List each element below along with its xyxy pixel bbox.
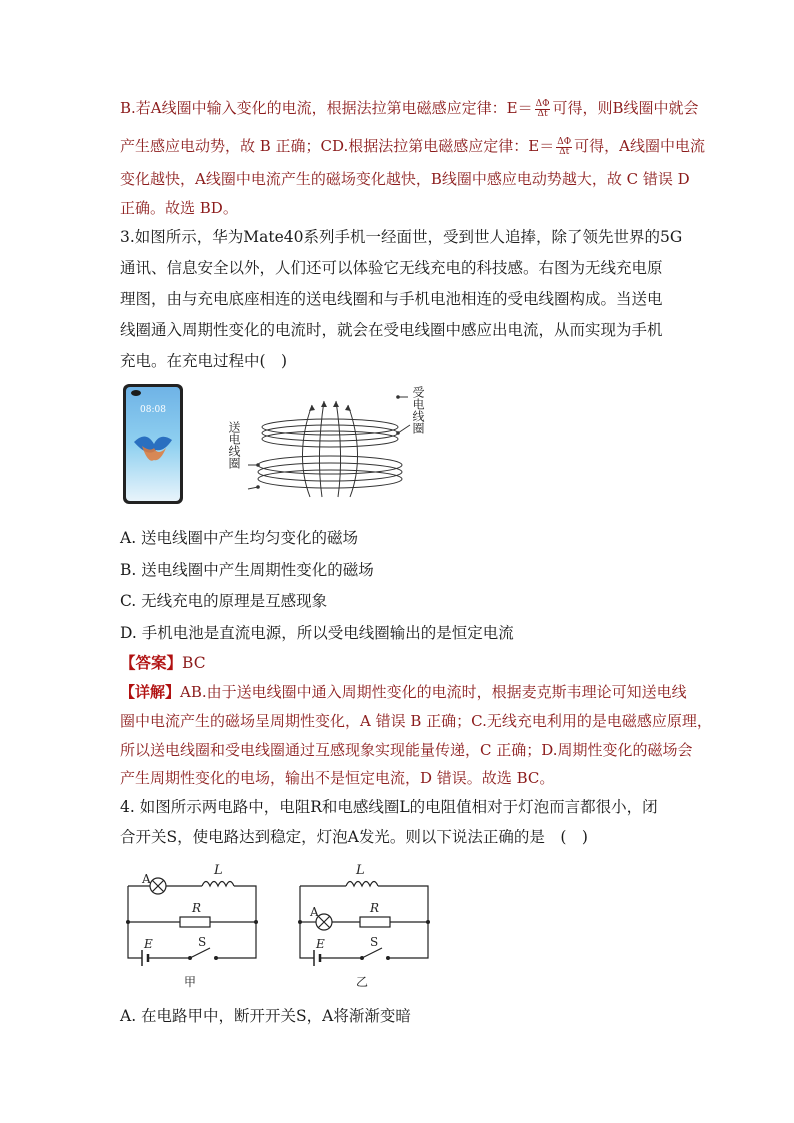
field-line: [319, 401, 324, 497]
q3-line-5: 充电。在充电过程中( ): [120, 352, 288, 370]
q3-option-b: B. 送电线圈中产生周期性变化的磁场: [120, 561, 374, 579]
q3-detail-line-1: [120, 682, 687, 702]
prev-answer-line-4: 正确。故选 BD。: [120, 199, 238, 217]
q3-line-2: 通讯、信息安全以外，人们还可以体验它无线充电的科技感。右图为无线充电原: [120, 259, 663, 277]
inductor-label: L: [214, 863, 223, 878]
fraction-denominator: Δt: [537, 108, 548, 119]
q3-option-d: D. 手机电池是直流电源，所以受电线圈输出的是恒定电流: [120, 624, 514, 642]
field-line: [348, 405, 358, 497]
transmitter-coil-turn: [258, 463, 402, 481]
q4-line-1: 4. 如图所示两电路中，电阻R和电感线圈L的电阻值相对于灯泡而言都很小，闭: [120, 798, 658, 816]
q4-line-2: 合开关S，使电路达到稳定，灯泡A发光。则以下说法正确的是 ( ): [120, 828, 588, 846]
resistor-label: R: [192, 901, 202, 915]
battery-label: E: [316, 937, 325, 951]
q3-line-3: 理图，由与充电底座相连的送电线圈和与手机电池相连的受电线圈构成。当送电: [120, 290, 663, 308]
field-line: [336, 401, 341, 497]
receiver-coil-label: 受电线圈: [411, 386, 425, 434]
q3-answer: [120, 653, 680, 673]
transmitter-coil-turn: [258, 456, 402, 474]
switch-label: S: [370, 935, 379, 949]
answer-tag: 【答案】: [120, 653, 183, 672]
lamp-label: A: [310, 905, 319, 919]
battery-label: E: [144, 937, 153, 951]
answer-value: BC: [182, 654, 206, 672]
prev-answer-line-1: [120, 98, 699, 119]
q3-option-a: A. 送电线圈中产生均匀变化的磁场: [120, 529, 359, 547]
arrow-icon: [333, 401, 339, 407]
detail-tag: 【详解】: [120, 683, 181, 701]
switch-label: S: [198, 935, 207, 949]
phone-time: 08:08: [140, 405, 166, 415]
circuit-caption-jia: 甲: [184, 975, 197, 989]
transmitter-coil-label: 送电线圈: [227, 421, 241, 469]
transmitter-coil-turn: [258, 470, 402, 488]
arrow-icon: [309, 405, 315, 411]
coil-diagram: [222, 385, 437, 505]
q4-option-a: A. 在电路甲中，断开开关S，A将渐渐变暗: [120, 1007, 411, 1025]
circuit-yi: [290, 858, 440, 993]
text-segment: 可得，则B线圈中就会: [552, 99, 699, 117]
q3-detail-line-3: 所以送电线圈和受电线圈通过互感现象实现能量传递，C 正确；D.周期性变化的磁场会: [120, 741, 693, 759]
resistor-label: R: [370, 901, 380, 915]
switch-icon: [190, 948, 210, 958]
switch-icon: [362, 948, 382, 958]
lamp-label: A: [142, 872, 151, 886]
q3-detail-line-2: 圈中电流产生的磁场呈周期性变化，A 错误 B 正确；C.无线充电利用的是电磁感应原理，: [120, 712, 712, 730]
field-line: [302, 405, 312, 497]
q3-option-c: C. 无线充电的原理是互感现象: [120, 592, 328, 610]
text-segment: AB.由于送电线圈中通入周期性变化的电流时，根据麦克斯韦理论可知送电线: [180, 683, 687, 701]
arrow-icon: [321, 401, 327, 407]
resistor-icon: [360, 917, 390, 927]
inductor-label: L: [356, 863, 365, 878]
prev-answer-line-3: 变化越快，A线圈中电流产生的磁场变化越快，B线圈中感应电动势越大，故 C 错误 D: [120, 170, 690, 188]
inductor-icon: [202, 882, 234, 887]
arrow-icon: [345, 405, 351, 411]
q3-line-4: 线圈通入周期性变化的电流时，就会在受电线圈中感应出电流，从而实现为手机: [120, 321, 663, 339]
text-segment: 可得，A线圈中电流: [574, 137, 705, 155]
phone-image: [120, 382, 186, 506]
fraction-numerator: ΔΦ: [535, 98, 550, 109]
fraction-delta-phi-over-delta-t: [535, 100, 551, 119]
camera-icon: [131, 390, 141, 396]
prev-answer-line-2: [120, 136, 705, 157]
q3-line-1: 3.如图所示，华为Mate40系列手机一经面世，受到世人追捧，除了领先世界的5G: [120, 228, 683, 246]
fraction-denominator: Δt: [559, 146, 570, 157]
fraction-numerator: ΔΦ: [557, 136, 572, 147]
text-segment: B.若A线圈中输入变化的电流，根据法拉第电磁感应定律：E＝: [120, 99, 533, 117]
resistor-icon: [180, 917, 210, 927]
circuit-jia: [118, 858, 268, 993]
text-segment: 产生感应电动势，故 B 正确；CD.根据法拉第电磁感应定律：E＝: [120, 137, 555, 155]
fraction-delta-phi-over-delta-t: [556, 138, 572, 157]
inductor-icon: [346, 882, 378, 887]
q3-detail-line-4: 产生周期性变化的电场，输出不是恒定电流，D 错误。故选 BC。: [120, 769, 555, 787]
circuit-caption-yi: 乙: [356, 975, 369, 989]
